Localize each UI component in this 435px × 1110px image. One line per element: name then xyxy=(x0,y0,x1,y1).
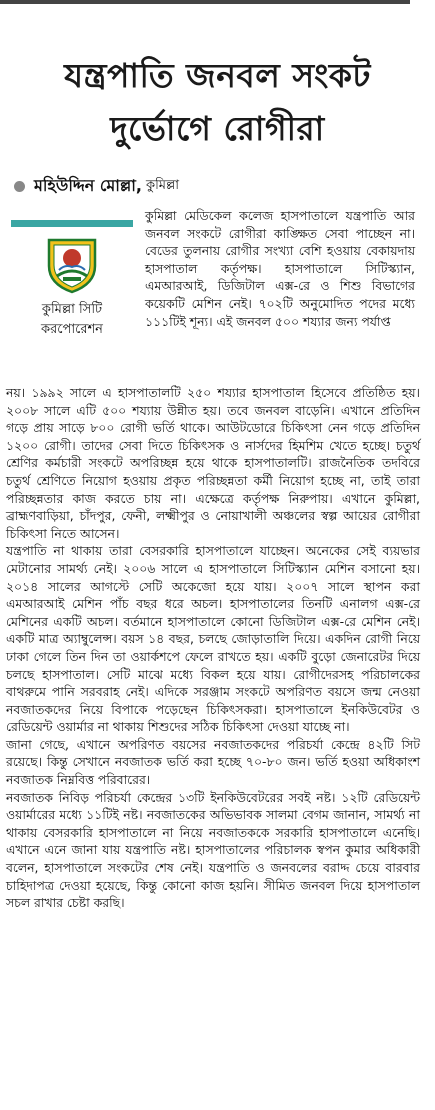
city-corporation-logo-icon xyxy=(11,236,133,294)
sidebar-caption xyxy=(11,300,133,340)
top-rule xyxy=(0,0,410,4)
article-body xyxy=(6,384,420,912)
article-paragraph: নবজাতক নিবিড় পরিচর্যা কেন্দ্রের ১৩টি ইনকিউবেটরের সবই নষ্ট। ১২টি রেডিয়েন্ট ওয়ার্মারের মধ্যে ১১টিই নষ্ট। নবজাতকের অভিভাবক সালমা বেগম জানান, সামর্থ্য না থাকায় বেসরকারি হাসপাতালে না নিয়ে নবজাতককে সরকারি হাসপাতালে এনেছি। এখানে এনে জানা যায় যন্ত্রপাতি নষ্ট। হাসপাতালের পরিচালক স্বপন কুমার অধিকারী বলেন, হাসপাতালে সংকটের শেষ নেই। যন্ত্রপাতি ও জনবলের বরাদ্দ চেয়ে বারবার চাহিদাপত্র দেওয়া হয়েছে, কিন্তু কোনো কাজ হয়নি। সীমিত জনবল দিয়ে হাসপাতাল সচল রাখার চেষ্টা করছি। xyxy=(6,789,420,911)
article-paragraph: নয়। ১৯৯২ সালে এ হাসপাতালটি ২৫০ শয্যার হাসপাতাল হিসেবে প্রতিষ্ঠিত হয়। ২০০৮ সালে এটি ৫০০ শয্যায় উন্নীত হয়। তবে জনবল বাড়েনি। এখানে প্রতিদিন গড়ে প্রায় সাড়ে ৮০০ রোগী ভর্তি থাকে। আউটডোরে চিকিৎসা নেন গড়ে প্রতিদিন ১২০০ রোগী। তাদের সেবা দিতে চিকিৎসক ও নার্সদের হিমশিম খেতে হচ্ছে। চতুর্থ শ্রেণির কর্মচারী সংকটে অপরিচ্ছন্ন হয়ে থাকে হাসপাতালটি। রাজনৈতিক তদবিরে চতুর্থ শ্রেণিতে নিয়োগ হওয়ায় প্রকৃত পরিচ্ছন্নতা কর্মী নিয়োগ হচ্ছে না, তাই তারা পরিচ্ছন্নতার কাজ করতে চায় না। এক্ষেত্রে কর্তৃপক্ষ নিরুপায়। এখানে কুমিল্লা, ব্রাহ্মণবাড়িয়া, চাঁদপুর, ফেনী, লক্ষ্মীপুর ও নোয়াখালী অঞ্চলের স্বল্প আয়ের রোগীরা চিকিৎসা নিতে আসেন। xyxy=(6,385,420,541)
article-paragraph: জানা গেছে, এখানে অপরিণত বয়সের নবজাতকদের পরিচর্যা কেন্দ্রে ৪২টি সিট রয়েছে। কিন্তু সেখানে নবজাতক ভর্তি করা হচ্ছে ৭০-৮০ জন। ভর্তি হওয়া অধিকাংশ নবজাতক নিম্নবিত্ত পরিবারের। xyxy=(6,736,420,788)
bullet-icon xyxy=(14,181,25,192)
article-paragraph: যন্ত্রপাতি না থাকায় তারা বেসরকারি হাসপাতালে যাচ্ছেন। অনেকের সেই ব্যয়ভার মেটানোর সামর্থ্য নেই। ২০০৬ সালে এ হাসপাতালে সিটিস্ক্যান মেশিন বসানো হয়। ২০১৪ সালের আগস্টে সেটি অকেজো হয়ে যায়। ২০০৭ সালে স্থাপন করা এমআরআই মেশিন পাঁচ বছর ধরে অচল। হাসপাতালের তিনটি এনালগ এক্স-রে মেশিনের একটি অচল। বর্তমানে হাসপাতালে কোনো ডিজিটাল এক্স-রে মেশিন নেই। একটি মাত্র অ্যাম্বুলেন্স। বয়স ১৪ বছর, চলছে জোড়াতালি দিয়ে। একদিন রোগী নিয়ে ঢাকা গেলে তিন দিন তা ওয়ার্কশপে ফেলে রাখতে হয়। একটি বুড়ো জেনারেটর দিয়ে চলছে হাসপাতাল। সেটি মাঝে মধ্যে বিকল হয়ে যায়। রোগীদেরসহ পরিচালকের বাথরুমে পানি সরবরাহ নেই। এদিকে সরঞ্জাম সংকটে অপরিণত বয়সে জন্ম নেওয়া নবজাতকদের নিয়ে বিপাকে পড়েছেন চিকিৎসকরা। হাসপাতালে ইনকিউবেটর ও রেডিয়েন্ট ওয়ার্মার না থাকায় শিশুদের সঠিক চিকিৎসা দেওয়া যাচ্ছে না। xyxy=(6,543,420,735)
intro-paragraph: কুমিল্লা মেডিকেল কলেজ হাসপাতালে যন্ত্রপাতি আর জনবল সংকটে রোগীরা কাঙ্ক্ষিত সেবা পাচ্ছেন না। বেডের তুলনায় রোগীর সংখ্যা বেশি হওয়ায় বেকায়দায় হাসপাতাল কর্তৃপক্ষ। হাসপাতালে সিটিস্ক্যান, এমআরআই, ডিজিটাল এক্স-রে ও শিশু বিভাগের কয়েকটি মেশিন নেই। ৭০২টি অনুমোদিত পদের মধ্যে ১১১টিই শূন্য। এই জনবল ৫০০ শয্যার জন্য পর্যাপ্ত xyxy=(145,208,415,329)
article-body-intro xyxy=(145,207,415,330)
sidebar-logo-box xyxy=(11,220,133,340)
byline xyxy=(14,173,179,200)
accent-bar xyxy=(11,220,133,227)
sidebar-caption-line-2: করপোরেশন xyxy=(41,322,103,337)
headline-line-1: যন্ত্রপাতি জনবল সংকট xyxy=(64,56,371,95)
headline-line-2: দুর্ভোগে রোগীরা xyxy=(110,109,325,148)
author-name: মহিউদ্দিন মোল্লা, xyxy=(34,176,142,195)
sidebar-caption-line-1: কুমিল্লা সিটি xyxy=(41,302,103,317)
byline-location: কুমিল্লা xyxy=(145,178,180,193)
